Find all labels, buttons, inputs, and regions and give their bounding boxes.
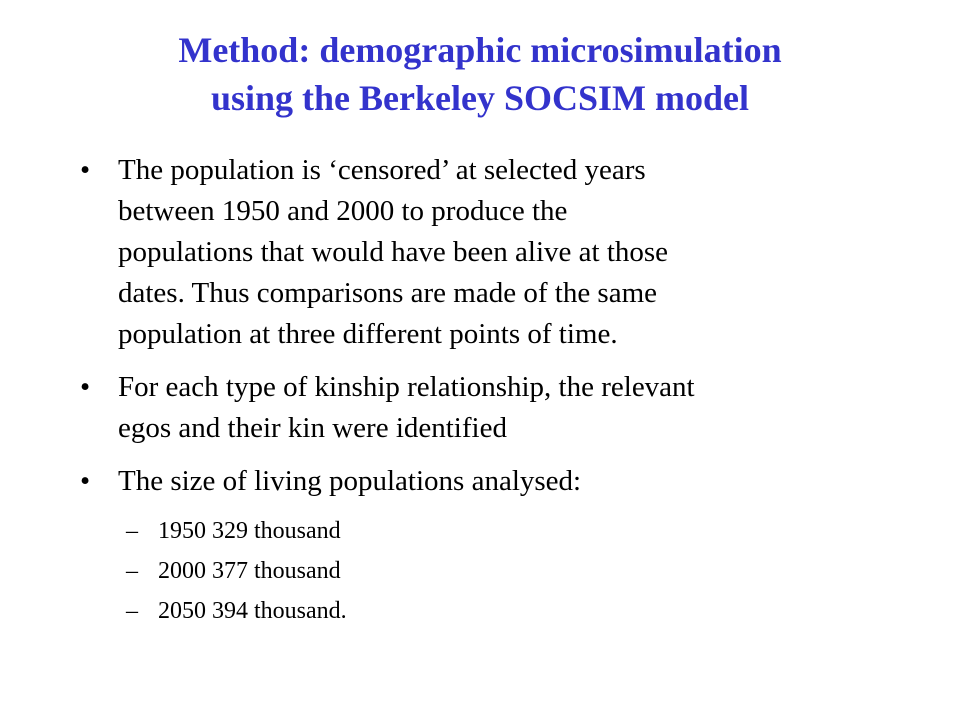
bullet-line: between 1950 and 2000 to produce the: [118, 195, 568, 227]
bullet-line: The population is ‘censored’ at selected years: [118, 154, 646, 186]
sub-item-2050: [0, 594, 960, 628]
sub-item-2000: [0, 554, 960, 588]
bullet-line: The size of living populations analysed:: [118, 465, 582, 497]
dash-icon: –: [126, 558, 138, 584]
bullet-line: populations that would have been alive at those: [118, 236, 669, 268]
title-line-2: using the Berkeley SOCSIM model: [210, 78, 749, 118]
slide-title: [40, 26, 920, 122]
bullet-line: dates. Thus comparisons are made of the same: [118, 277, 658, 309]
bullet-line: egos and their kin were identified: [118, 412, 507, 444]
bullet-text: [118, 367, 898, 449]
bullet-item-censoring: [0, 150, 960, 355]
bullet-icon: •: [80, 154, 91, 186]
dash-icon: –: [126, 598, 138, 624]
bullet-line: population at three different points of time.: [118, 318, 618, 350]
bullet-icon: •: [80, 371, 91, 403]
bullet-item-kinship: [0, 367, 960, 449]
bullet-list: [0, 150, 960, 634]
bullet-line: For each type of kinship relationship, the relevant: [118, 371, 695, 403]
bullet-text: [118, 150, 898, 355]
dash-icon: –: [126, 518, 138, 544]
sub-item-text: 2000 377 thousand: [158, 558, 341, 584]
sub-item-text: 2050 394 thousand.: [158, 598, 347, 624]
bullet-item-population-size: [0, 461, 960, 502]
title-line-1: Method: demographic microsimulation: [178, 30, 782, 70]
bullet-icon: •: [80, 465, 91, 497]
sub-item-1950: [0, 514, 960, 548]
bullet-text: [118, 461, 898, 502]
sub-item-text: 1950 329 thousand: [158, 518, 341, 544]
